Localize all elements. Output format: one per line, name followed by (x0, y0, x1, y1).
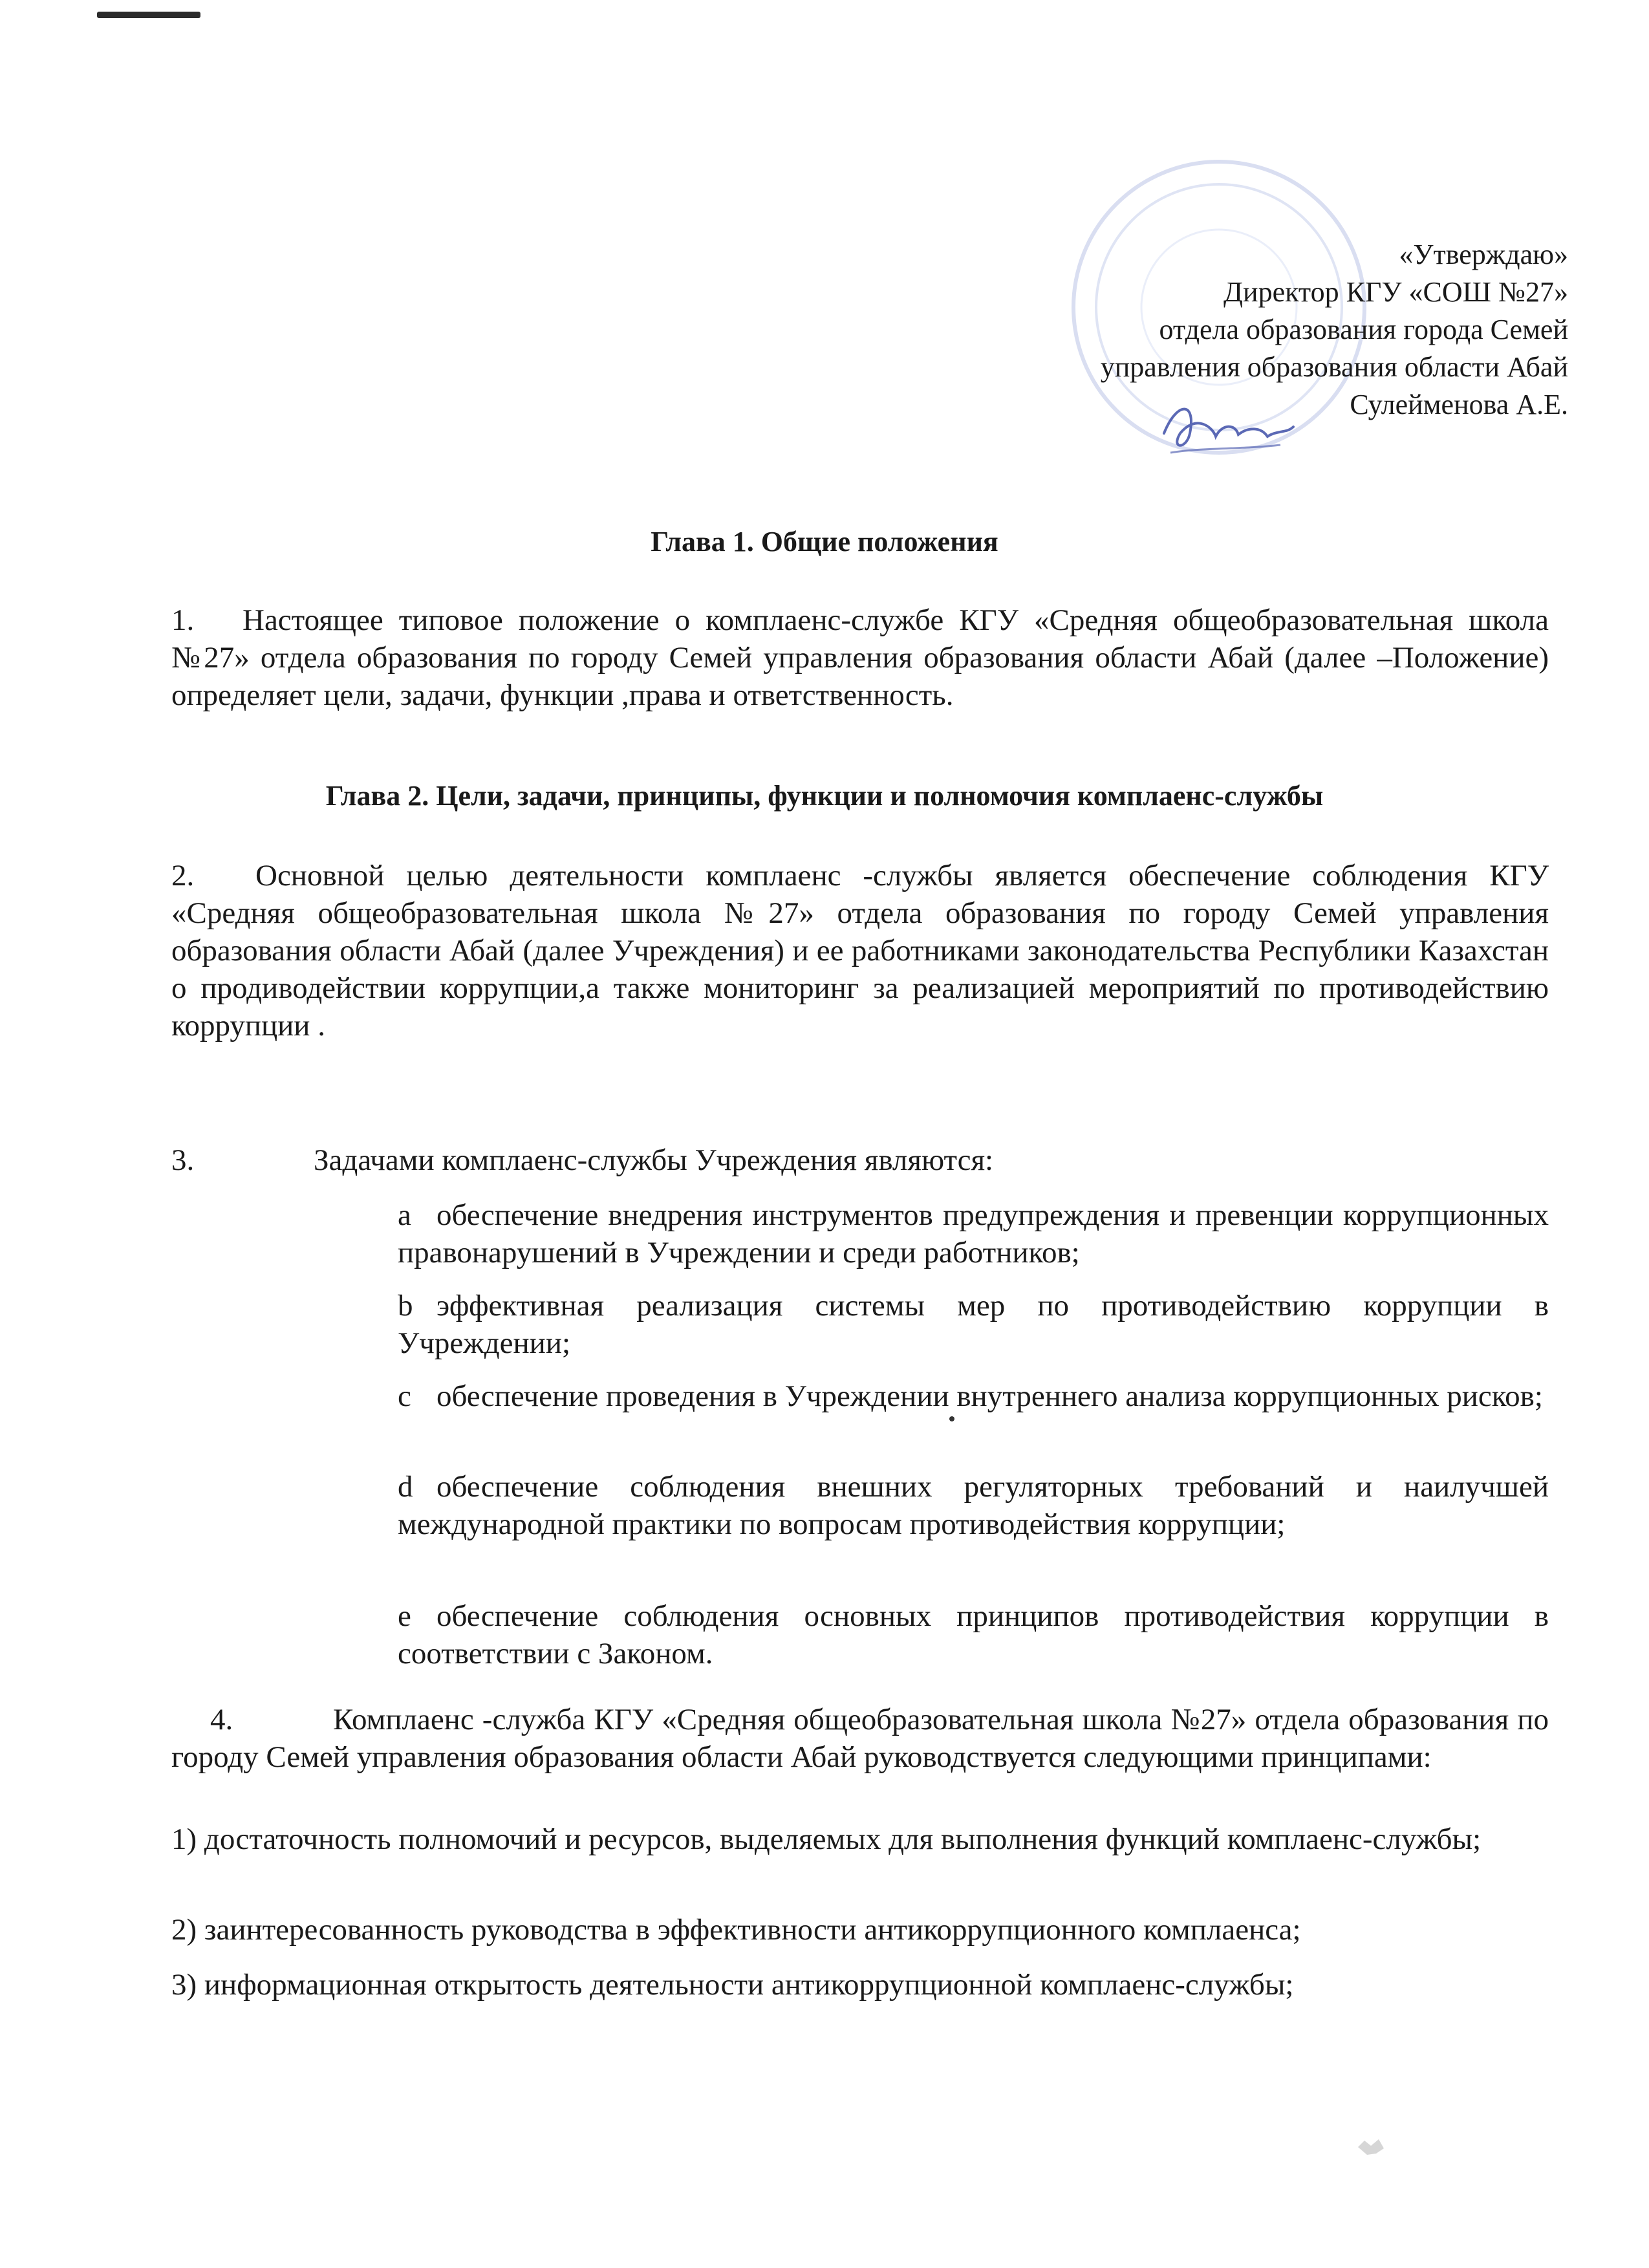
task-marker: c (398, 1379, 411, 1413)
task-text: эффективная реализация системы мер по противодействию коррупции в Учреждении; (398, 1289, 1549, 1360)
approval-block (1101, 236, 1568, 424)
chapter-2-title: Глава 2. Цели, задачи, принципы, функции и полномочия комплаенс-службы (325, 780, 1324, 812)
task-text: обеспечение соблюдения основных принципов противодействия коррупции в соответствии с Законом. (398, 1599, 1549, 1670)
task-item (398, 1196, 1549, 1271)
paragraph-1-text: Настоящее типовое положение о комплаенс-службе КГУ «Средняя общеобразовательная школа №27» отдела образования по городу Семей управления образования области Абай (далее –Положение) определяет цели, задачи, функции ,права и ответственность. (171, 603, 1549, 712)
task-text: обеспечение соблюдения внешних регуляторных требований и наилучшей международной практики по вопросам противодействия коррупции; (398, 1470, 1549, 1541)
task-item (398, 1468, 1549, 1543)
paragraph-3-number: 3. (171, 1143, 195, 1177)
task-marker: d (398, 1470, 413, 1504)
paragraph-2-number: 2. (171, 859, 195, 892)
task-marker: e (398, 1599, 411, 1633)
task-text: обеспечение проведения в Учреждении внутреннего анализа коррупционных рисков; (436, 1379, 1543, 1413)
approval-name: Сулейменова А.Е. (1350, 389, 1568, 420)
paragraph-1 (171, 601, 1549, 714)
task-item (398, 1377, 1549, 1415)
approval-director: Директор КГУ «СОШ №27» (1223, 276, 1568, 308)
principle-item: 3) информационная открытость деятельности антикоррупционной комплаенс-службы; (171, 1968, 1294, 2002)
approval-title: «Утверждаю» (1399, 239, 1568, 270)
principle-item: 2) заинтересованность руководства в эффективности антикоррупционного комплаенса; (171, 1913, 1301, 1947)
chapter-1-title: Глава 1. Общие положения (651, 526, 998, 557)
task-marker: b (398, 1289, 413, 1323)
task-marker: a (398, 1198, 411, 1232)
paragraph-3 (171, 1141, 1549, 1179)
task-item (398, 1597, 1549, 1672)
paragraph-3-text: Задачами комплаенс-службы Учреждения являются: (314, 1143, 994, 1177)
scan-dust-dot (949, 1416, 954, 1421)
scan-edge-mark (97, 12, 200, 18)
task-text: обеспечение внедрения инструментов предупреждения и превенции коррупционных правонарушений в Учреждении и среди работников; (398, 1198, 1549, 1269)
principle-item: 1) достаточность полномочий и ресурсов, выделяемых для выполнения функций комплаенс-службы; (171, 1822, 1482, 1856)
paragraph-2 (171, 857, 1549, 1044)
approval-department: отдела образования города Семей (1159, 314, 1568, 345)
approval-administration: управления образования области Абай (1100, 351, 1568, 383)
paragraph-2-text: Основной целью деятельности комплаенс -службы является обеспечение соблюдения КГУ «Средняя общеобразовательная школа №27» отдела образования по городу Семей управления образования области Абай (далее Учреждения) и ее работниками законодательства Республики Казахстан о продиводействии коррупции,а также мониторинг за реализацией мероприятий по противодействию коррупции . (171, 859, 1549, 1042)
task-item (398, 1287, 1549, 1362)
scan-speck (1352, 2134, 1390, 2160)
paragraph-4-number: 4. (210, 1703, 233, 1736)
paragraph-1-number: 1. (171, 603, 195, 637)
paragraph-4 (171, 1701, 1549, 1776)
paragraph-4-text: Комплаенс -служба КГУ «Средняя общеобразовательная школа №27» отдела образования по городу Семей управления образования области Абай руководствуется следующими принципами: (171, 1703, 1549, 1774)
